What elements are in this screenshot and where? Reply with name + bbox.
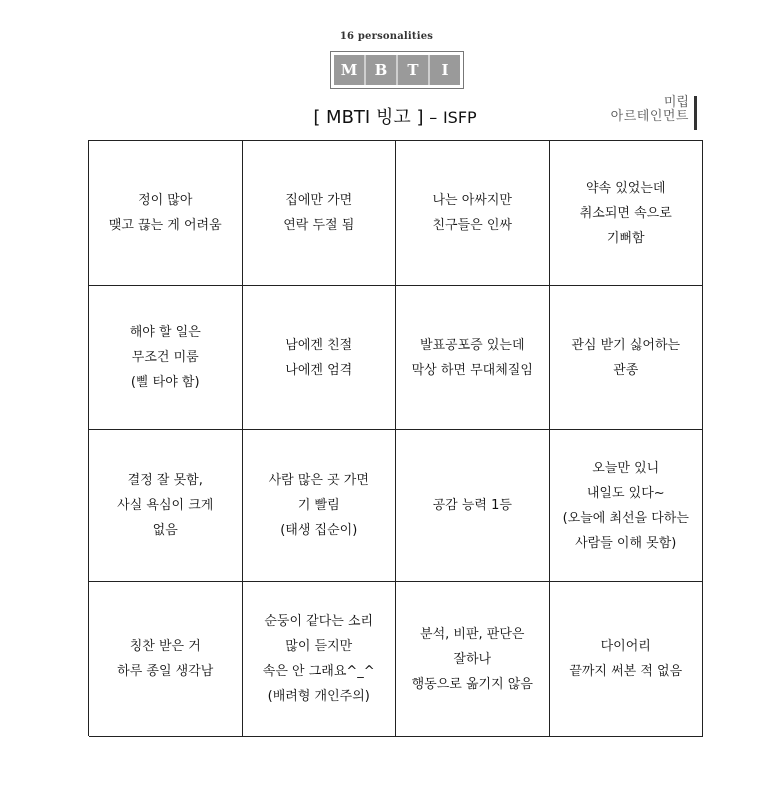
bingo-cell-r1c4: 약속 있었는데 취소되면 속으로 기뻐함 — [550, 141, 704, 286]
bingo-cell-r4c3: 분석, 비판, 판단은 잘하나 행동으로 옮기지 않음 — [396, 582, 550, 737]
logo-letter-b: B — [366, 55, 398, 85]
bingo-cell-r2c2: 남에겐 친절 나에겐 엄격 — [243, 286, 397, 430]
title-main: [ MBTI 빙고 ] — [313, 107, 424, 128]
bingo-cell-r1c1: 정이 많아 맺고 끊는 게 어려움 — [89, 141, 243, 286]
bingo-cell-r1c2: 집에만 가면 연락 두절 됨 — [243, 141, 397, 286]
page-caption: 16 personalities — [339, 31, 434, 42]
author-credit — [611, 96, 697, 124]
bingo-cell-r3c1: 결정 잘 못함, 사실 욕심이 크게 없음 — [89, 430, 243, 582]
page-title — [250, 103, 540, 129]
bingo-cell-r4c4: 다이어리 끝까지 써본 적 없음 — [550, 582, 704, 737]
logo-letter-i: I — [441, 61, 449, 79]
logo-letter-t: T — [398, 55, 430, 85]
author-company: 아르테인먼트 — [610, 109, 689, 124]
bingo-cell-r3c3: 공감 능력 1등 — [396, 430, 550, 582]
title-separator: – — [429, 108, 438, 127]
title-personality-type: ISFP — [442, 108, 477, 127]
bingo-cell-r2c1: 해야 할 일은 무조건 미룸 (삘 타야 함) — [89, 286, 243, 430]
bingo-cell-r3c2: 사람 많은 곳 가면 기 빨림 (태생 집순이) — [243, 430, 397, 582]
bingo-cell-r1c3: 나는 아싸지만 친구들은 인싸 — [396, 141, 550, 286]
bingo-cell-r2c4: 관심 받기 싫어하는 관종 — [550, 286, 704, 430]
logo-letter-m: M — [334, 55, 366, 85]
bingo-cell-r2c3: 발표공포증 있는데 막상 하면 무대체질임 — [396, 286, 550, 430]
bingo-grid — [88, 140, 703, 736]
bingo-cell-r4c2: 순둥이 같다는 소리 많이 듣지만 속은 안 그래요^_^ (배려형 개인주의) — [243, 582, 397, 737]
mbti-logo-inner — [334, 55, 460, 85]
bingo-cell-r3c4: 오늘만 있니 내일도 있다~ (오늘에 최선을 다하는 사람들 이해 못함) — [550, 430, 704, 582]
author-name: 미립 — [663, 95, 689, 110]
bingo-cell-r4c1: 칭찬 받은 거 하루 종일 생각남 — [89, 582, 243, 737]
mbti-logo — [330, 51, 464, 89]
